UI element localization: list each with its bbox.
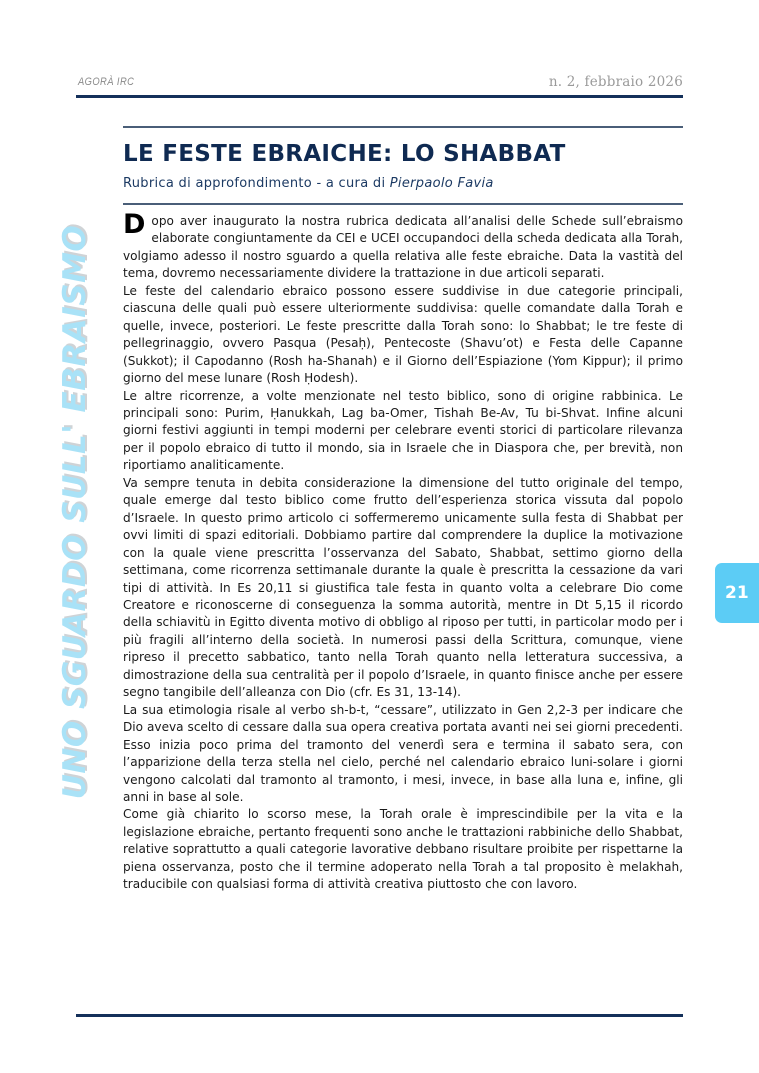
article-paragraph: Come già chiarito lo scorso mese, la Torah orale è imprescindibile per la vita e la legislazione ebraiche, pertanto frequenti sono anche le trattazioni rabbiniche dello Shabbat, relative soprattutto a quali categorie lavorative debbano risultare proibite per rispettarne la piena osservanza, posto che il termine adoperato nella Torah a tal proposito è melakhah, traducibile con qualsiasi forma di attività creativa piuttosto che con lavoro. xyxy=(123,807,683,892)
section-side-title: UNO SGUARDO SULL' EBRAISMO xyxy=(57,224,93,800)
drop-cap: D xyxy=(123,209,146,240)
article-paragraph: Va sempre tenuta in debita considerazione la dimensione del tutto originale del tempo, quale emerge dal testo biblico come frutto dell’esperienza storica vissuta dal popolo d’Israele. In questo primo articolo ci soffermeremo unicamente sulla festa di Shabbat per ovvi limiti di spazi editoriali. Dobbiamo partire dal comprendere la duplice la motivazione con la quale viene prescritta l’osservanza del Sabato, Shabbat, settimo giorno della settimana, come ricorrenza settimanale durante la quale è prescritta la cessazione da vari tipi di attività. In Es 20,11 si giustifica tale festa in quanto volta a celebrare Dio come Creatore e riconoscerne di conseguenza la somma autorità, mentre in Dt 5,15 il ricordo della schiavitù in Egitto diventa motivo di obbligo al riposo per tutti, in particolar modo per i più fragili all’interno della società. In numerosi passi della Scrittura, comunque, viene ripreso il precetto sabbatico, tanto nella Torah quanto nella letteratura successiva, a dimostrazione della sua centralità per il popolo d’Israele, in quanto finisce anche per essere segno tangibile dell’alleanza con Dio (cfr. Es 31, 13-14). xyxy=(123,475,683,700)
page-number: 21 xyxy=(725,583,749,603)
article-title: LE FESTE EBRAICHE: LO SHABBAT xyxy=(123,141,566,167)
article-paragraph xyxy=(123,209,683,283)
publication-name: AGORÀ IRC xyxy=(78,76,135,88)
subtitle-text: Rubrica di approfondimento - a cura di xyxy=(123,176,390,191)
page-number-tab xyxy=(715,563,759,623)
title-divider-top xyxy=(123,126,683,128)
article-paragraph: La sua etimologia risale al verbo sh-b-t, “cessare”, utilizzato in Gen 2,2-3 per indicare che Dio aveva scelto di cessare dalla sua opera creativa portata avanti nei sei giorni precedenti. Esso inizia poco prima del tramonto del venerdì sera e termina il sabato sera, con l’apparizione della terza stella nel cielo, perché nel calendario ebraico luni-solare i giorni vengono calcolati dal tramonto al tramonto, i mesi, invece, in base alla luna e, infine, gli anni in base al sole. xyxy=(123,702,683,804)
paragraph-text: opo aver inaugurato la nostra rubrica dedicata all’analisi delle Schede sull’ebraismo elaborate congiuntamente da CEI e UCEI occupandoci della scheda dedicata alla Torah, volgiamo adesso il nostro sguardo a quella relativa alle feste ebraiche. Data la vastità del tema, dovremo necessariamente dividere la trattazione in due articoli separati. xyxy=(123,214,683,281)
author-name: Pierpaolo Favia xyxy=(389,176,494,191)
header-divider xyxy=(76,95,683,98)
article-paragraph: Le altre ricorrenze, a volte menzionate nel testo biblico, sono di origine rabbinica. Le principali sono: Purim, Ḥanukkah, Lag ba-Omer, Tishah Be-Av, Tu bi-Shvat. Infine alcuni giorni festivi aggiunti in tempi moderni per celebrare eventi storici di particolare rilevanza per il popolo ebraico di tutto il mondo, sia in Israele che in Diaspora che, per brevità, non riportiamo analiticamente. xyxy=(123,388,683,473)
footer-divider xyxy=(76,1014,683,1017)
article-body xyxy=(123,209,683,894)
article-paragraph: Le feste del calendario ebraico possono essere suddivise in due categorie principali, ciascuna delle quali può essere ulteriormente suddivisa: quelle comandate dalla Torah e quelle, invece, posteriori. Le feste prescritte dalla Torah sono: lo Shabbat; le tre feste di pellegrinaggio, ovvero Pasqua (Pesaḥ), Pentecoste (Shavu’ot) e Festa delle Capanne (Sukkot); il Capodanno (Rosh ha-Shanah) e il Giorno dell’Espiazione (Yom Kippur); il primo giorno del mese lunare (Rosh Ḥodesh). xyxy=(123,283,683,386)
title-divider-bottom xyxy=(123,203,683,205)
article-subtitle xyxy=(123,176,494,191)
issue-date: n. 2, febbraio 2026 xyxy=(548,74,683,90)
